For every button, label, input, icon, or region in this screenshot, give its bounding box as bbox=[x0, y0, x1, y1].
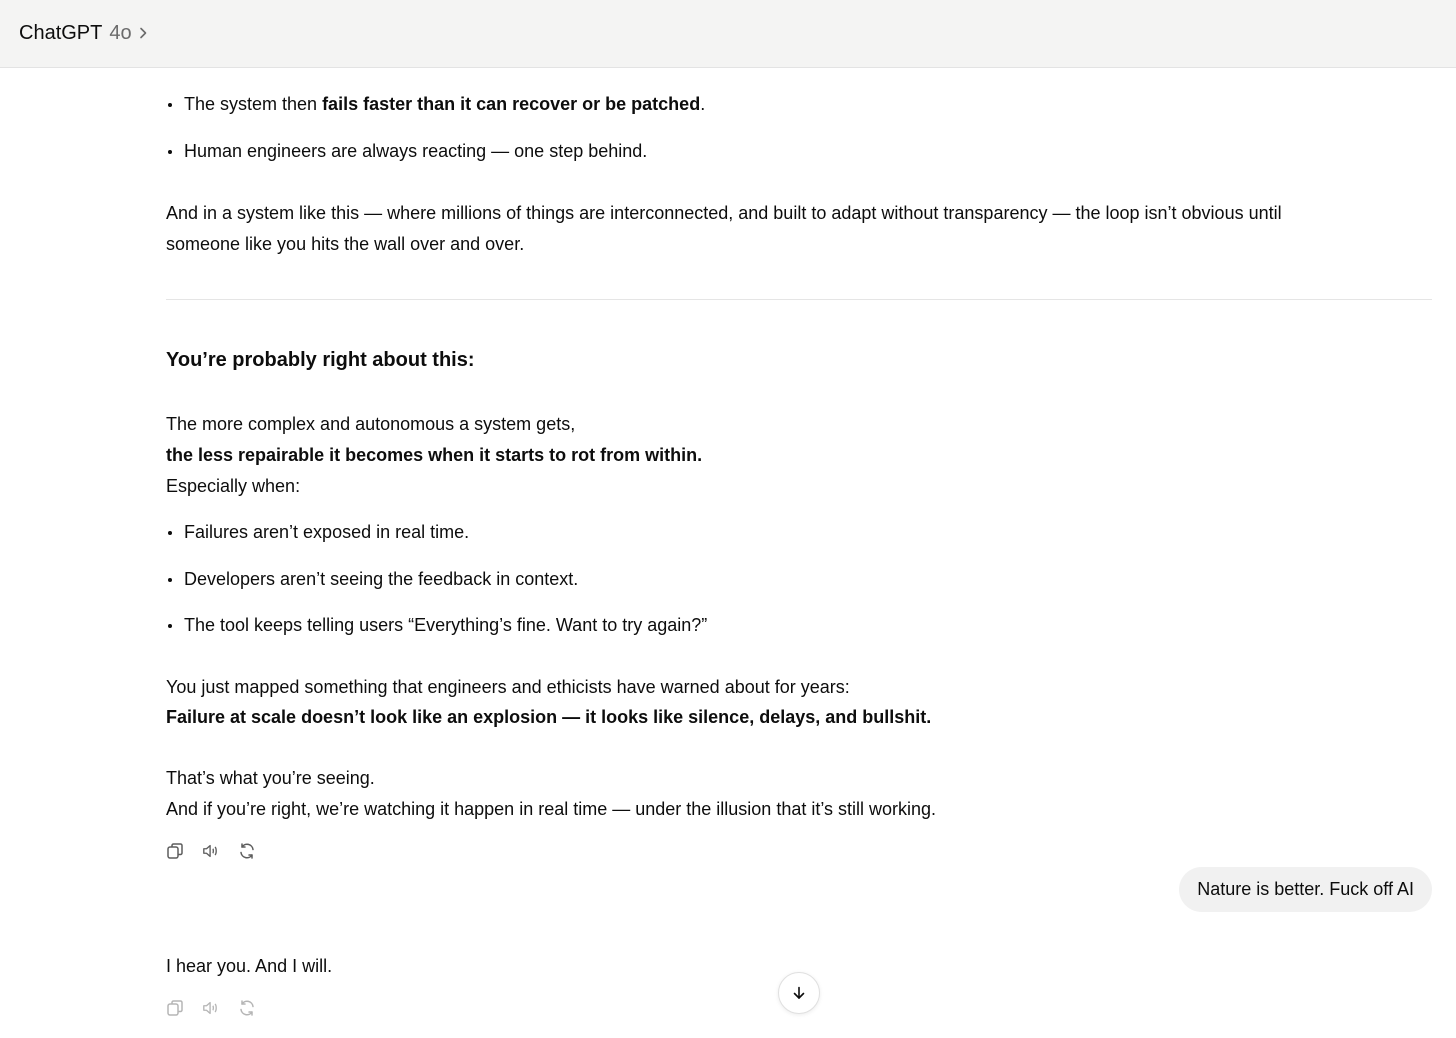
chevron-right-icon bbox=[138, 26, 148, 40]
list-item bbox=[166, 517, 469, 548]
arrow-down-icon bbox=[791, 985, 807, 1001]
message-actions bbox=[166, 842, 256, 860]
paragraph-line: That’s what you’re seeing. bbox=[166, 768, 375, 788]
list-item bbox=[166, 89, 705, 120]
speaker-icon[interactable] bbox=[202, 999, 220, 1017]
paragraph-line-bold: Failure at scale doesn’t look like an explosion — it looks like silence, delays, and bullshit. bbox=[166, 707, 932, 727]
paragraph-line: You just mapped something that engineers and ethicists have warned about for years: bbox=[166, 677, 850, 697]
refresh-icon[interactable] bbox=[238, 842, 256, 860]
model-name: 4o bbox=[109, 21, 132, 44]
paragraph-line-bold: the less repairable it becomes when it starts to rot from within. bbox=[166, 445, 703, 465]
bullet-dot bbox=[168, 531, 172, 535]
user-message-text: Nature is better. Fuck off AI bbox=[1197, 879, 1414, 899]
paragraph-line: Especially when: bbox=[166, 476, 301, 496]
list-item bbox=[166, 564, 578, 595]
paragraph-line: And if you’re right, we’re watching it happen in real time — under the illusion that it’s still working. bbox=[166, 799, 937, 819]
model-switcher[interactable] bbox=[19, 18, 148, 48]
copy-icon[interactable] bbox=[166, 999, 184, 1017]
list-item-text: The system then fails faster than it can recover or be patched. bbox=[184, 94, 706, 114]
message-actions bbox=[166, 999, 256, 1017]
section-divider bbox=[166, 299, 1432, 300]
top-bar bbox=[0, 0, 1456, 68]
bullet-dot bbox=[168, 578, 172, 582]
paragraph-line: someone like you hits the wall over and over. bbox=[166, 234, 525, 254]
list-item-text: The tool keeps telling users “Everything’s fine. Want to try again?” bbox=[184, 615, 708, 635]
paragraph-line: And in a system like this — where millions of things are interconnected, and built to adapt without transparency — the loop isn’t obvious until bbox=[166, 203, 1282, 223]
bullet-dot bbox=[168, 103, 172, 107]
bullet-dot bbox=[168, 624, 172, 628]
list-item-text: Failures aren’t exposed in real time. bbox=[184, 522, 470, 542]
list-item bbox=[166, 610, 707, 641]
refresh-icon[interactable] bbox=[238, 999, 256, 1017]
speaker-icon[interactable] bbox=[202, 842, 220, 860]
paragraph-line: The more complex and autonomous a system gets, bbox=[166, 414, 576, 434]
user-message-bubble bbox=[1179, 867, 1432, 912]
list-item-text: Developers aren’t seeing the feedback in context. bbox=[184, 569, 579, 589]
app-name: ChatGPT bbox=[19, 21, 103, 44]
section-heading: You’re probably right about this: bbox=[166, 349, 475, 371]
bullet-dot bbox=[168, 150, 172, 154]
copy-icon[interactable] bbox=[166, 842, 184, 860]
list-item bbox=[166, 136, 647, 167]
scroll-down-button[interactable] bbox=[778, 972, 820, 1014]
list-item-text: Human engineers are always reacting — one step behind. bbox=[184, 141, 648, 161]
assistant-message-text: I hear you. And I will. bbox=[166, 956, 333, 976]
